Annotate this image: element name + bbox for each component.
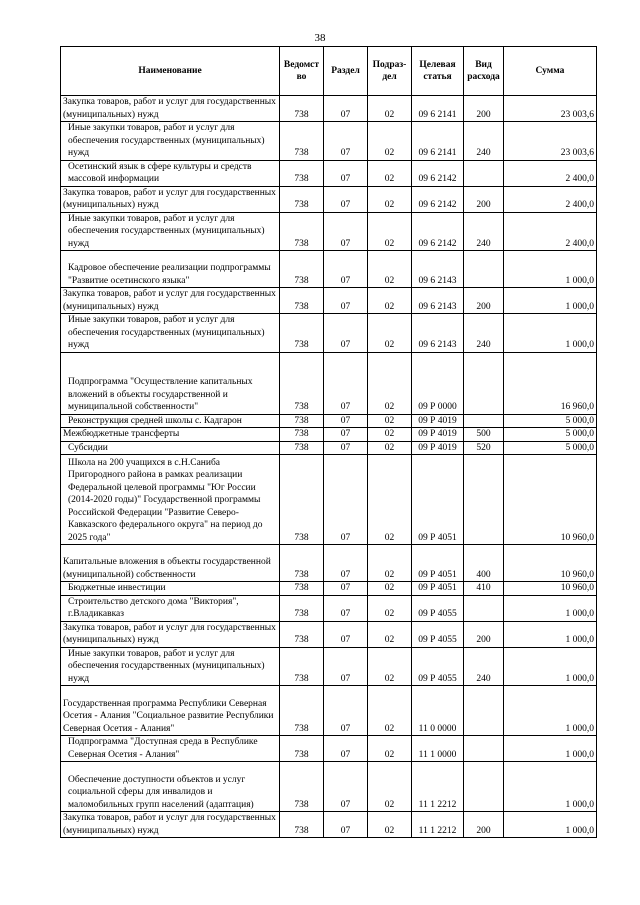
row-sum: 2 400,0 bbox=[504, 212, 597, 251]
row-ved: 738 bbox=[280, 595, 324, 621]
row-razdel: 07 bbox=[324, 455, 368, 545]
row-stat: 09 Р 4055 bbox=[412, 647, 464, 686]
row-podrazdel: 02 bbox=[368, 595, 412, 621]
row-name: Закупка товаров, работ и услуг для государственных (муниципальных) нужд bbox=[61, 621, 280, 647]
row-ved: 738 bbox=[280, 428, 324, 442]
row-razdel: 07 bbox=[324, 686, 368, 736]
page-number: 38 bbox=[314, 32, 326, 44]
row-stat: 09 6 2143 bbox=[412, 251, 464, 288]
table-row bbox=[61, 545, 597, 582]
row-sum: 10 960,0 bbox=[504, 582, 597, 596]
row-razdel: 07 bbox=[324, 122, 368, 161]
row-razdel: 07 bbox=[324, 288, 368, 314]
row-podrazdel: 02 bbox=[368, 251, 412, 288]
row-vid bbox=[464, 686, 504, 736]
row-razdel: 07 bbox=[324, 186, 368, 212]
row-stat: 09 Р 4019 bbox=[412, 428, 464, 442]
row-vid: 410 bbox=[464, 582, 504, 596]
row-vid bbox=[464, 352, 504, 414]
row-sum: 23 003,6 bbox=[504, 122, 597, 161]
row-podrazdel: 02 bbox=[368, 352, 412, 414]
row-stat: 09 Р 0000 bbox=[412, 352, 464, 414]
row-ved: 738 bbox=[280, 314, 324, 353]
row-name: Осетинский язык в сфере культуры и средств массовой информации bbox=[61, 160, 280, 186]
row-sum: 1 000,0 bbox=[504, 314, 597, 353]
row-podrazdel: 02 bbox=[368, 545, 412, 582]
row-name: Бюджетные инвестиции bbox=[61, 582, 280, 596]
row-ved: 738 bbox=[280, 251, 324, 288]
row-vid: 240 bbox=[464, 314, 504, 353]
row-sum: 5 000,0 bbox=[504, 414, 597, 428]
row-name: Подпрограмма "Осуществление капитальных вложений в объекты государственной и муниципальной собственности" bbox=[61, 352, 280, 414]
row-podrazdel: 02 bbox=[368, 96, 412, 122]
row-vid bbox=[464, 762, 504, 812]
row-ved: 738 bbox=[280, 545, 324, 582]
row-sum: 1 000,0 bbox=[504, 812, 597, 838]
row-podrazdel: 02 bbox=[368, 762, 412, 812]
header-vid: Вид расхода bbox=[464, 47, 504, 96]
row-sum: 1 000,0 bbox=[504, 595, 597, 621]
table-row bbox=[61, 582, 597, 596]
row-razdel: 07 bbox=[324, 812, 368, 838]
row-podrazdel: 02 bbox=[368, 414, 412, 428]
row-sum: 2 400,0 bbox=[504, 160, 597, 186]
row-ved: 738 bbox=[280, 352, 324, 414]
table-row bbox=[61, 160, 597, 186]
table-row bbox=[61, 414, 597, 428]
row-sum: 16 960,0 bbox=[504, 352, 597, 414]
row-name: Подпрограмма "Доступная среда в Республике Северная Осетия - Алания" bbox=[61, 736, 280, 762]
row-name: Иные закупки товаров, работ и услуг для обеспечения государственных (муниципальных) нужд bbox=[61, 212, 280, 251]
row-sum: 1 000,0 bbox=[504, 686, 597, 736]
row-name: Иные закупки товаров, работ и услуг для обеспечения государственных (муниципальных) нужд bbox=[61, 122, 280, 161]
row-ved: 738 bbox=[280, 762, 324, 812]
row-stat: 09 6 2142 bbox=[412, 160, 464, 186]
row-name: Субсидии bbox=[61, 441, 280, 455]
row-ved: 738 bbox=[280, 647, 324, 686]
row-name: Закупка товаров, работ и услуг для государственных (муниципальных) нужд bbox=[61, 288, 280, 314]
header-name: Наименование bbox=[61, 47, 280, 96]
row-ved: 738 bbox=[280, 621, 324, 647]
row-podrazdel: 02 bbox=[368, 647, 412, 686]
row-razdel: 07 bbox=[324, 595, 368, 621]
row-razdel: 07 bbox=[324, 441, 368, 455]
row-podrazdel: 02 bbox=[368, 160, 412, 186]
row-sum: 1 000,0 bbox=[504, 621, 597, 647]
row-ved: 738 bbox=[280, 96, 324, 122]
row-podrazdel: 02 bbox=[368, 288, 412, 314]
row-razdel: 07 bbox=[324, 251, 368, 288]
row-stat: 09 6 2141 bbox=[412, 96, 464, 122]
row-razdel: 07 bbox=[324, 96, 368, 122]
row-stat: 09 Р 4051 bbox=[412, 582, 464, 596]
table-row bbox=[61, 352, 597, 414]
row-stat: 11 1 2212 bbox=[412, 812, 464, 838]
row-stat: 09 Р 4019 bbox=[412, 441, 464, 455]
row-name: Школа на 200 учащихся в с.Н.Саниба Пригородного района в рамках реализации Федеральной целевой программы "Юг России (2014-2020 годы)" Государственной программы Российской Федерации "Развитие Северо-Кавказского федерального округа" на период до 2025 года" bbox=[61, 455, 280, 545]
row-vid bbox=[464, 414, 504, 428]
row-stat: 09 Р 4055 bbox=[412, 621, 464, 647]
row-sum: 1 000,0 bbox=[504, 762, 597, 812]
row-podrazdel: 02 bbox=[368, 736, 412, 762]
row-razdel: 07 bbox=[324, 582, 368, 596]
row-podrazdel: 02 bbox=[368, 812, 412, 838]
row-name: Обеспечение доступности объектов и услуг социальной сферы для инвалидов и маломобильных групп населений (адаптация) bbox=[61, 762, 280, 812]
row-name: Капитальные вложения в объекты государственной (муниципальной) собственности bbox=[61, 545, 280, 582]
table-row bbox=[61, 96, 597, 122]
row-vid bbox=[464, 160, 504, 186]
row-podrazdel: 02 bbox=[368, 122, 412, 161]
row-sum: 1 000,0 bbox=[504, 251, 597, 288]
row-sum: 1 000,0 bbox=[504, 647, 597, 686]
row-stat: 11 1 0000 bbox=[412, 736, 464, 762]
row-name: Закупка товаров, работ и услуг для государственных (муниципальных) нужд bbox=[61, 96, 280, 122]
row-razdel: 07 bbox=[324, 647, 368, 686]
row-razdel: 07 bbox=[324, 352, 368, 414]
row-sum: 1 000,0 bbox=[504, 288, 597, 314]
row-podrazdel: 02 bbox=[368, 455, 412, 545]
row-vid: 200 bbox=[464, 96, 504, 122]
row-podrazdel: 02 bbox=[368, 428, 412, 442]
row-ved: 738 bbox=[280, 812, 324, 838]
row-vid: 500 bbox=[464, 428, 504, 442]
row-sum: 1 000,0 bbox=[504, 736, 597, 762]
row-stat: 09 6 2143 bbox=[412, 314, 464, 353]
table-row bbox=[61, 441, 597, 455]
row-name: Государственная программа Республики Северная Осетия - Алания "Социальное развитие Республики Северная Осетия - Алания" bbox=[61, 686, 280, 736]
row-vid: 240 bbox=[464, 647, 504, 686]
row-vid: 200 bbox=[464, 621, 504, 647]
row-razdel: 07 bbox=[324, 545, 368, 582]
row-vid bbox=[464, 595, 504, 621]
row-razdel: 07 bbox=[324, 314, 368, 353]
table-row bbox=[61, 647, 597, 686]
row-vid bbox=[464, 736, 504, 762]
row-sum: 5 000,0 bbox=[504, 428, 597, 442]
table-row bbox=[61, 122, 597, 161]
table-row bbox=[61, 314, 597, 353]
row-vid: 200 bbox=[464, 186, 504, 212]
row-ved: 738 bbox=[280, 212, 324, 251]
row-vid bbox=[464, 455, 504, 545]
row-vid: 240 bbox=[464, 122, 504, 161]
row-ved: 738 bbox=[280, 122, 324, 161]
row-name: Закупка товаров, работ и услуг для государственных (муниципальных) нужд bbox=[61, 186, 280, 212]
row-podrazdel: 02 bbox=[368, 441, 412, 455]
row-stat: 11 1 2212 bbox=[412, 762, 464, 812]
header-sum: Сумма bbox=[504, 47, 597, 96]
table-row bbox=[61, 595, 597, 621]
header-stat: Целевая статья bbox=[412, 47, 464, 96]
row-podrazdel: 02 bbox=[368, 212, 412, 251]
row-sum: 10 960,0 bbox=[504, 545, 597, 582]
row-stat: 09 Р 4019 bbox=[412, 414, 464, 428]
row-vid: 400 bbox=[464, 545, 504, 582]
row-stat: 09 6 2142 bbox=[412, 212, 464, 251]
row-stat: 09 Р 4051 bbox=[412, 455, 464, 545]
row-vid bbox=[464, 251, 504, 288]
row-vid: 200 bbox=[464, 288, 504, 314]
row-name: Кадровое обеспечение реализации подпрограммы "Развитие осетинского языка" bbox=[61, 251, 280, 288]
row-podrazdel: 02 bbox=[368, 621, 412, 647]
table-row bbox=[61, 186, 597, 212]
row-razdel: 07 bbox=[324, 160, 368, 186]
table-row bbox=[61, 812, 597, 838]
table-row bbox=[61, 686, 597, 736]
table-header-row bbox=[61, 47, 597, 96]
row-ved: 738 bbox=[280, 414, 324, 428]
row-podrazdel: 02 bbox=[368, 686, 412, 736]
header-razdel: Раздел bbox=[324, 47, 368, 96]
row-ved: 738 bbox=[280, 160, 324, 186]
table-row bbox=[61, 621, 597, 647]
row-podrazdel: 02 bbox=[368, 582, 412, 596]
row-ved: 738 bbox=[280, 441, 324, 455]
row-ved: 738 bbox=[280, 736, 324, 762]
table-row bbox=[61, 455, 597, 545]
row-stat: 09 6 2143 bbox=[412, 288, 464, 314]
table-row bbox=[61, 428, 597, 442]
row-sum: 2 400,0 bbox=[504, 186, 597, 212]
row-name: Закупка товаров, работ и услуг для государственных (муниципальных) нужд bbox=[61, 812, 280, 838]
row-razdel: 07 bbox=[324, 414, 368, 428]
row-name: Межбюджетные трансферты bbox=[61, 428, 280, 442]
row-ved: 738 bbox=[280, 582, 324, 596]
row-razdel: 07 bbox=[324, 621, 368, 647]
row-razdel: 07 bbox=[324, 212, 368, 251]
row-name: Строительство детского дома "Виктория", г.Владикавказ bbox=[61, 595, 280, 621]
row-stat: 09 6 2142 bbox=[412, 186, 464, 212]
table-row bbox=[61, 288, 597, 314]
row-sum: 10 960,0 bbox=[504, 455, 597, 545]
row-sum: 5 000,0 bbox=[504, 441, 597, 455]
row-ved: 738 bbox=[280, 186, 324, 212]
row-name: Реконструкция средней школы с. Кадгарон bbox=[61, 414, 280, 428]
table-row bbox=[61, 212, 597, 251]
row-razdel: 07 bbox=[324, 736, 368, 762]
row-razdel: 07 bbox=[324, 762, 368, 812]
row-stat: 09 Р 4055 bbox=[412, 595, 464, 621]
row-ved: 738 bbox=[280, 686, 324, 736]
row-razdel: 07 bbox=[324, 428, 368, 442]
row-vid: 520 bbox=[464, 441, 504, 455]
row-vid: 200 bbox=[464, 812, 504, 838]
table-row bbox=[61, 251, 597, 288]
row-ved: 738 bbox=[280, 288, 324, 314]
row-sum: 23 003,6 bbox=[504, 96, 597, 122]
row-stat: 11 0 0000 bbox=[412, 686, 464, 736]
row-stat: 09 Р 4051 bbox=[412, 545, 464, 582]
row-podrazdel: 02 bbox=[368, 186, 412, 212]
table-row bbox=[61, 762, 597, 812]
budget-table bbox=[60, 46, 597, 838]
row-name: Иные закупки товаров, работ и услуг для обеспечения государственных (муниципальных) нужд bbox=[61, 314, 280, 353]
row-ved: 738 bbox=[280, 455, 324, 545]
row-vid: 240 bbox=[464, 212, 504, 251]
row-podrazdel: 02 bbox=[368, 314, 412, 353]
row-stat: 09 6 2141 bbox=[412, 122, 464, 161]
row-name: Иные закупки товаров, работ и услуг для обеспечения государственных (муниципальных) нужд bbox=[61, 647, 280, 686]
header-podrazdel: Подраз- дел bbox=[368, 47, 412, 96]
header-ved: Ведомст во bbox=[280, 47, 324, 96]
table-row bbox=[61, 736, 597, 762]
